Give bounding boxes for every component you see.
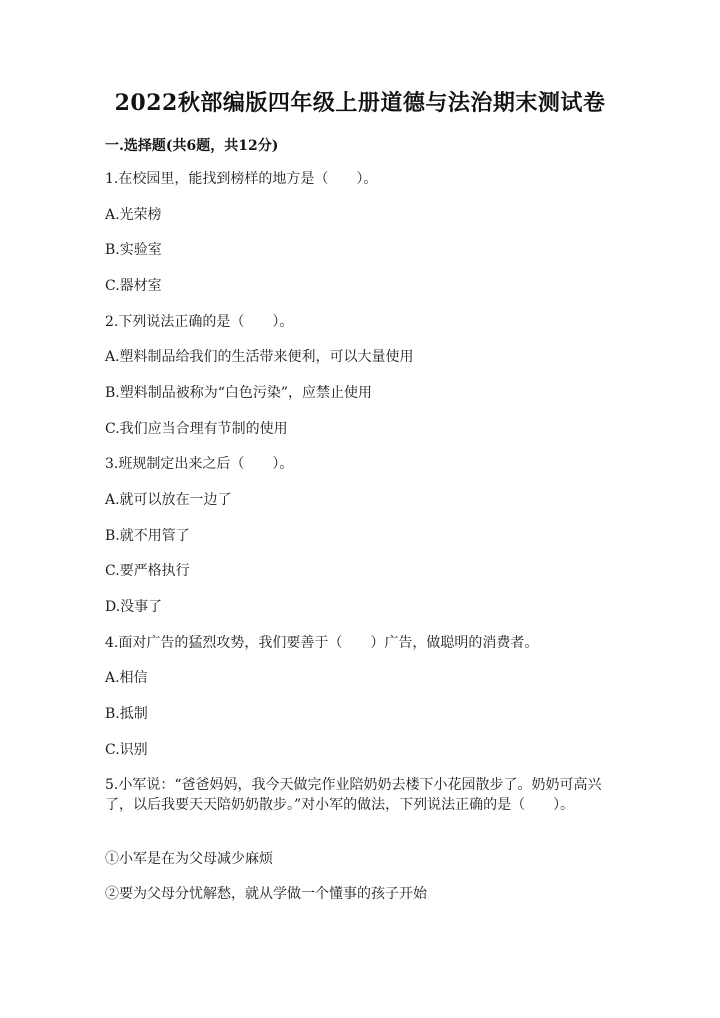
question-3: 3.班规制定出来之后（ ）。 xyxy=(105,456,294,472)
q4-option-a: A.相信 xyxy=(105,670,148,686)
question-1: 1.在校园里，能找到榜样的地方是（ ）。 xyxy=(105,171,378,187)
question-5: 5.小军说：“爸爸妈妈，我今天做完作业陪奶奶去楼下小花园散步了。奶奶可高兴了，以后我要天天陪奶奶散步。”对小军的做法，下列说法正确的是（ ）。 xyxy=(105,777,602,813)
question-4: 4.面对广告的猛烈攻势，我们要善于（ ）广告，做聪明的消费者。 xyxy=(105,635,539,651)
q1-option-c: C.器材室 xyxy=(105,278,162,294)
q3-option-c: C.要严格执行 xyxy=(105,563,190,579)
q3-option-d: D.没事了 xyxy=(105,599,163,615)
q5-statement-1: ①小军是在为父母减少麻烦 xyxy=(105,851,273,867)
section-heading: 一.选择题(共6题，共12分) xyxy=(105,138,279,154)
q1-option-a: A.光荣榜 xyxy=(105,207,162,223)
q2-option-a: A.塑料制品给我们的生活带来便利，可以大量使用 xyxy=(105,349,414,365)
q2-option-b: B.塑料制品被称为“白色污染”，应禁止使用 xyxy=(105,385,373,401)
q4-option-c: C.识别 xyxy=(105,742,148,758)
q1-option-b: B.实验室 xyxy=(105,242,162,258)
q2-option-c: C.我们应当合理有节制的使用 xyxy=(105,421,288,437)
q3-option-a: A.就可以放在一边了 xyxy=(105,492,232,508)
question-2: 2.下列说法正确的是（ ）。 xyxy=(105,314,294,330)
q4-option-b: B.抵制 xyxy=(105,706,148,722)
q5-statement-2: ②要为父母分忧解愁，就从学做一个懂事的孩子开始 xyxy=(105,886,427,902)
q3-option-b: B.就不用管了 xyxy=(105,528,190,544)
page-title: 2022秋部编版四年级上册道德与法治期末测试卷 xyxy=(114,90,606,116)
